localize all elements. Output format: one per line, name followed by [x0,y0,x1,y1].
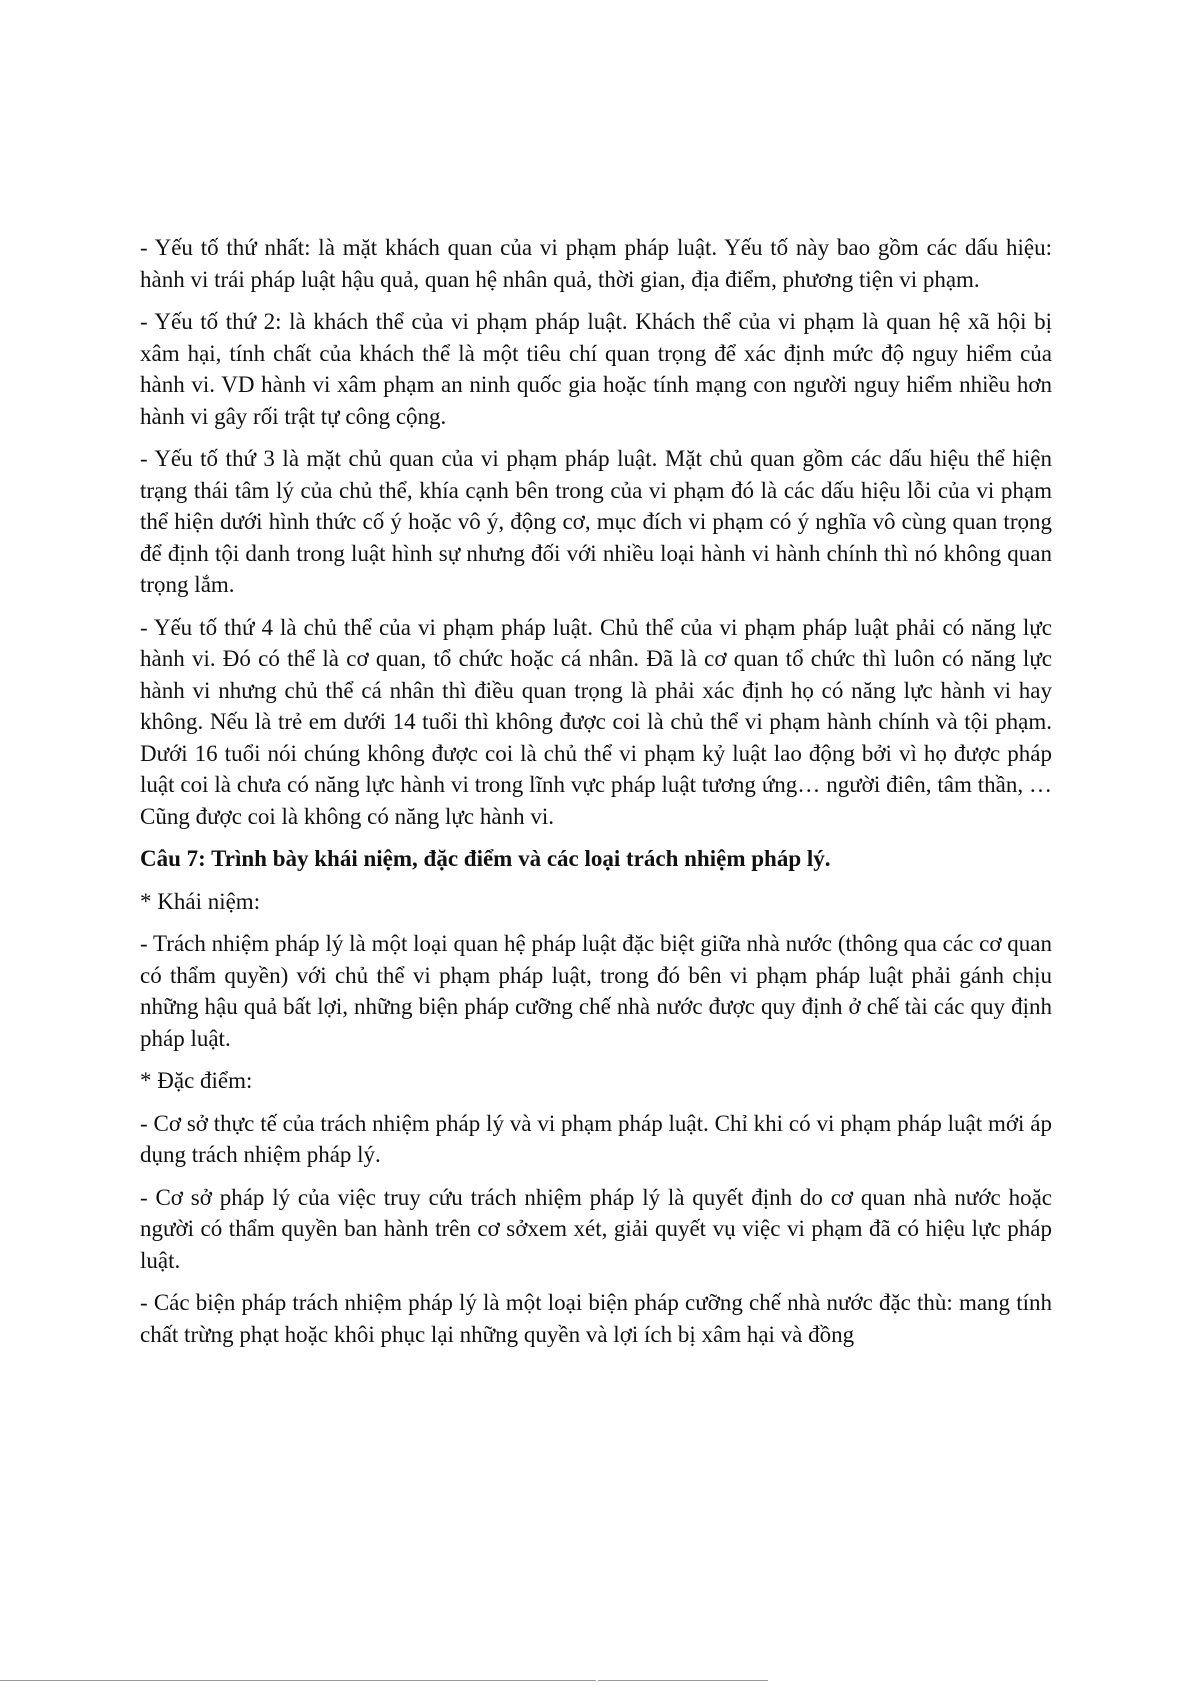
document-page [140,232,1052,1361]
paragraph-feature-legal-basis: - Cơ sở pháp lý của việc truy cứu trách nhiệm pháp lý là quyết định do cơ quan nhà nước hoặc người có thẩm quyền ban hành trên cơ sởxem xét, giải quyết vụ việc vi phạm đã có hiệu lực pháp luật. [140,1184,1052,1273]
features-label: * Đặc điểm: [140,1068,253,1093]
footer-divider-left [0,1680,596,1681]
paragraph-feature-measures: - Các biện pháp trách nhiệm pháp lý là một loại biện pháp cưỡng chế nhà nước đặc thù: mang tính chất trừng phạt hoặc khôi phục lại những quyền và lợi ích bị xâm hại và đồng [140,1290,1052,1347]
paragraph-subject: - Yếu tố thứ 4 là chủ thể của vi phạm pháp luật. Chủ thể của vi phạm pháp luật phải có năng lực hành vi. Đó có thể là cơ quan, tổ chức hoặc cá nhân. Đã là cơ quan tổ chức thì luôn có năng lực hành vi nhưng chủ thể cá nhân thì điều quan trọng là phải xác định họ có năng lực hành vi hay không. Nếu là trẻ em dưới 14 tuổi thì không được coi là chủ thể vi phạm hành chính và tội phạm. Dưới 16 tuổi nói chúng không được coi là chủ thể vi phạm kỷ luật lao động bởi vì họ được pháp luật coi là chưa có năng lực hành vi trong lĩnh vực pháp luật tương ứng… người điên, tâm thần, … Cũng được coi là không có năng lực hành vi. [140,614,1052,829]
concept-label: * Khái niệm: [140,888,261,914]
paragraph-feature-basis: - Cơ sở thực tế của trách nhiệm pháp lý và vi phạm pháp luật. Chỉ khi có vi phạm pháp luật mới áp dụng trách nhiệm pháp lý. [140,1110,1052,1167]
paragraph-subjective-aspect: - Yếu tố thứ 3 là mặt chủ quan của vi phạm pháp luật. Mặt chủ quan gồm các dấu hiệu thể hiện trạng thái tâm lý của chủ thể, khía cạnh bên trong của vi phạm đó là các dấu hiệu lỗi của vi phạm thể hiện dưới hình thức cố ý hoặc vô ý, động cơ, mục đích vi phạm có ý nghĩa vô cùng quan trọng để định tội danh trong luật hình sự nhưng đối với nhiều loại hành vi hành chính thì nó không quan trọng lắm. [140,446,1052,597]
paragraph-objective-aspect: - Yếu tố thứ nhất: là mặt khách quan của vi phạm pháp luật. Yếu tố này bao gồm các dấu hiệu: hành vi trái pháp luật hậu quả, quan hệ nhân quả, thời gian, địa điểm, phương tiện vi phạm. [140,235,1052,292]
footer-divider-right [598,1680,768,1681]
question-heading: Câu 7: Trình bày khái niệm, đặc điểm và các loại trách nhiệm pháp lý. [140,846,831,871]
paragraph-object: - Yếu tố thứ 2: là khách thể của vi phạm pháp luật. Khách thể của vi phạm là quan hệ xã hội bị xâm hại, tính chất của khách thể là một tiêu chí quan trọng để xác định mức độ nguy hiểm của hành vi. VD hành vi xâm phạm an ninh quốc gia hoặc tính mạng con người nguy hiểm nhiều hơn hành vi gây rối trật tự công cộng. [140,309,1052,429]
paragraph-concept: - Trách nhiệm pháp lý là một loại quan hệ pháp luật đặc biệt giữa nhà nước (thông qua các cơ quan có thẩm quyền) với chủ thể vi phạm pháp luật, trong đó bên vi phạm pháp luật phải gánh chịu những hậu quả bất lợi, những biện pháp cưỡng chế nhà nước được quy định ở chế tài các quy định pháp luật. [140,931,1052,1051]
